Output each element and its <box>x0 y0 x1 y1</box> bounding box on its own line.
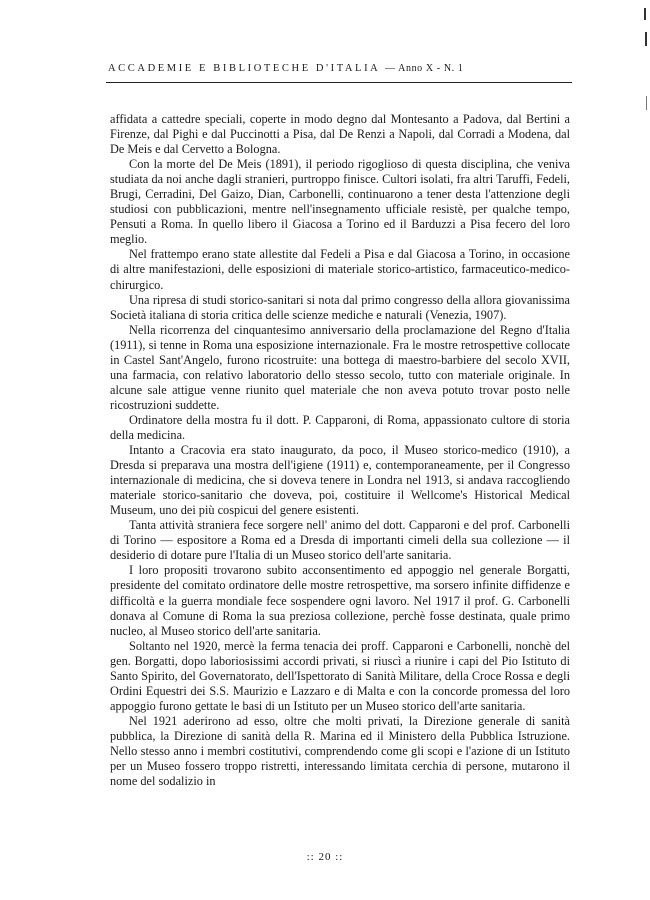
scan-mark <box>646 96 647 110</box>
issue-label: — Anno X - N. 1 <box>385 63 464 74</box>
body-text <box>110 112 570 789</box>
running-header <box>108 63 570 74</box>
scan-mark <box>645 32 647 46</box>
header-rule <box>106 82 572 83</box>
paragraph: Nel 1921 aderirono ad esso, oltre che molti privati, la Direzione generale di sanità pubblica, la Direzione di sanità della R. Marina ed il Ministero della Pubblica Istruzione. Nello stesso anno i membri costitutivi, comprendendo come gli scopi e l'azione di un Istituto per un Museo fossero troppo ristretti, interessando limitata cerchia di persone, mutarono il nome del sodalizio in <box>110 713 570 789</box>
paragraph: affidata a cattedre speciali, coperte in modo degno dal Montesanto a Padova, dal Bertini a Firenze, dal Pighi e dal Puccinotti a Pisa, dal De Renzi a Napoli, dal Corradi a Modena, dal De Meis e dal Cervetto a Bologna. <box>110 112 570 157</box>
scan-mark <box>644 8 646 20</box>
paragraph: I loro propositi trovarono subito acconsentimento ed appoggio nel generale Borgatti, presidente del comitato ordinatore delle mostre retrospettive, ma sorsero infinite diffidenze e difficoltà e la guerra mondiale fece sospendere ogni lavoro. Nel 1917 il prof. G. Carbonelli donava al Comune di Roma la sua preziosa collezione, perchè fosse destinata, quale primo nucleo, al Museo storico dell'arte sanitaria. <box>110 563 570 638</box>
page-number: :: 20 :: <box>306 851 344 863</box>
paragraph: Nella ricorrenza del cinquantesimo anniversario della proclamazione del Regno d'Italia (1911), si tenne in Roma una esposizione internazionale. Fra le mostre retrospettive collocate in Castel Sant'Angelo, furono ricostruite: una bottega di maestro-barbiere del secolo XVII, una farmacia, con relativo laboratorio dello stesso secolo, tutto con materiale originale. In alcune sale attigue venne riunito quel materiale che non aveva potuto trovar posto nelle ricostruzioni suddette. <box>110 322 570 412</box>
paragraph: Nel frattempo erano state allestite dal Fedeli a Pisa e dal Giacosa a Torino, in occasione di altre manifestazioni, delle esposizioni di materiale storico-artistico, farmaceutico-medico-chirurgico. <box>110 247 570 292</box>
paragraph: Con la morte del De Meis (1891), il periodo rigoglioso di questa disciplina, che veniva studiata da noi anche dagli stranieri, purtroppo finisce. Cultori isolati, fra altri Taruffi, Fedeli, Brugi, Cerradini, Del Gaizo, Dian, Carbonelli, continuarono a tener desta l'attenzione degli studiosi con pubblicazioni, mentre nell'insegnamento ufficiale resistè, per qualche tempo, Pensuti a Roma. In quello libero il Giacosa a Torino ed il Barduzzi a Pisa fecero del loro meglio. <box>110 157 570 247</box>
paragraph: Soltanto nel 1920, mercè la ferma tenacia dei proff. Capparoni e Carbonelli, nonchè del gen. Borgatti, dopo laboriosissimi accordi privati, si riuscì a riunire i capi del Pio Istituto di Santo Spirito, del Governatorato, dell'Ispettorato di Sanità Militare, della Croce Rossa e degli Ordini Equestri dei S.S. Maurizio e Lazzaro e di Malta e con la concorde promessa del loro appoggio furono gettate le basi di un Istituto per un Museo storico dell'arte sanitaria. <box>110 638 570 713</box>
paragraph: Intanto a Cracovia era stato inaugurato, da poco, il Museo storico-medico (1910), a Dresda si preparava una mostra dell'igiene (1911) e, contemporaneamente, per il Congresso internazionale di medicina, che si doveva tenere in Londra nel 1913, si andava raccogliendo materiale storico-sanitario che doveva, poi, costituire il Wellcome's Historical Medical Museum, uno dei più cospicui del genere esistenti. <box>110 443 570 518</box>
paragraph: Ordinatore della mostra fu il dott. P. Capparoni, di Roma, appassionato cultore di storia della medicina. <box>110 412 570 442</box>
running-title: ACCADEMIE E BIBLIOTECHE D'ITALIA <box>108 63 380 74</box>
paragraph: Una ripresa di studi storico-sanitari si nota dal primo congresso della allora giovanissima Società italiana di storia critica delle scienze mediche e naturali (Venezia, 1907). <box>110 292 570 322</box>
paragraph: Tanta attività straniera fece sorgere nell' animo del dott. Capparoni e del prof. Carbonelli di Torino — espositore a Roma ed a Dresda di importanti cimeli della sua collezione — il desiderio di dotare pure l'Italia di un Museo storico dell'arte sanitaria. <box>110 518 570 563</box>
